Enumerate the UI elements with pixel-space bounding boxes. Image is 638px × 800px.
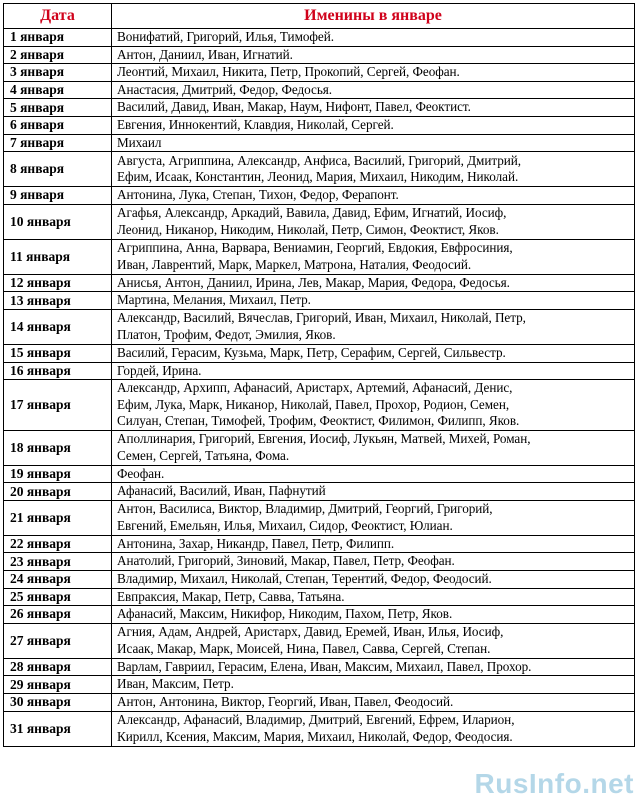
names-line: Агния, Адам, Андрей, Аристарх, Давид, Еремей, Иван, Илья, Иосиф, xyxy=(117,624,504,640)
names-line: Ефим, Исаак, Константин, Леонид, Мария, Михаил, Никодим, Николай. xyxy=(117,169,519,185)
table-row xyxy=(4,204,635,239)
table-row xyxy=(4,535,635,553)
names-cell xyxy=(112,292,635,310)
names-cell xyxy=(112,134,635,152)
names-line: Исаак, Макар, Марк, Моисей, Нина, Павел, Савва, Сергей, Степан. xyxy=(117,640,491,656)
date-cell: 30 января xyxy=(4,693,112,711)
date-cell: 29 января xyxy=(4,676,112,694)
names-line: Феофан. xyxy=(117,465,165,481)
table-row xyxy=(4,711,635,746)
date-cell: 11 января xyxy=(4,239,112,274)
names-line: Иван, Максим, Петр. xyxy=(117,676,234,692)
watermark-logo: RusInfo.net xyxy=(474,768,634,799)
date-column-header: Дата xyxy=(4,4,112,29)
names-line: Семен, Сергей, Татьяна, Фома. xyxy=(117,447,290,463)
names-cell xyxy=(112,187,635,205)
names-cell xyxy=(112,623,635,658)
names-line: Антон, Антонина, Виктор, Георгий, Иван, Павел, Феодосий. xyxy=(117,694,454,710)
date-cell: 27 января xyxy=(4,623,112,658)
date-cell: 25 января xyxy=(4,588,112,606)
names-cell xyxy=(112,693,635,711)
table-row xyxy=(4,588,635,606)
names-line: Платон, Трофим, Федот, Эмилия, Яков. xyxy=(117,326,336,342)
names-cell xyxy=(112,500,635,535)
names-line: Антон, Василиса, Виктор, Владимир, Дмитрий, Георгий, Григорий, xyxy=(117,501,493,517)
names-line: Августа, Агриппина, Александр, Анфиса, Василий, Григорий, Дмитрий, xyxy=(117,152,522,168)
names-line: Владимир, Михаил, Николай, Степан, Терентий, Федор, Феодосий. xyxy=(117,571,492,587)
date-cell: 4 января xyxy=(4,81,112,99)
names-line: Евгения, Иннокентий, Клавдия, Николай, Сергей. xyxy=(117,117,394,133)
names-cell xyxy=(112,99,635,117)
names-cell xyxy=(112,152,635,187)
table-row xyxy=(4,134,635,152)
table-row xyxy=(4,658,635,676)
table-row xyxy=(4,676,635,694)
table-row xyxy=(4,693,635,711)
date-cell: 6 января xyxy=(4,116,112,134)
table-body xyxy=(4,29,635,747)
names-line: Александр, Архипп, Афанасий, Аристарх, Артемий, Афанасий, Денис, xyxy=(117,380,513,396)
names-cell xyxy=(112,309,635,344)
date-cell: 9 января xyxy=(4,187,112,205)
names-line: Ефим, Лука, Марк, Никанор, Николай, Павел, Прохор, Родион, Семен, xyxy=(117,396,510,412)
names-line: Кирилл, Ксения, Максим, Мария, Михаил, Николай, Федор, Феодосия. xyxy=(117,728,513,744)
table-row xyxy=(4,465,635,483)
names-line: Афанасий, Максим, Никифор, Никодим, Пахом, Петр, Яков. xyxy=(117,606,453,622)
table-row xyxy=(4,99,635,117)
date-cell: 21 января xyxy=(4,500,112,535)
names-line: Гордей, Ирина. xyxy=(117,362,202,378)
table-row xyxy=(4,46,635,64)
names-line: Анатолий, Григорий, Зиновий, Макар, Павел, Петр, Феофан. xyxy=(117,553,455,569)
names-cell xyxy=(112,362,635,380)
names-line: Леонид, Никанор, Никодим, Николай, Петр, Симон, Феоктист, Яков. xyxy=(117,221,499,237)
table-row xyxy=(4,553,635,571)
table-row xyxy=(4,362,635,380)
names-cell xyxy=(112,571,635,589)
names-cell xyxy=(112,483,635,501)
table-row xyxy=(4,274,635,292)
names-cell xyxy=(112,116,635,134)
names-line: Аполлинария, Григорий, Евгения, Иосиф, Лукьян, Матвей, Михей, Роман, xyxy=(117,431,531,447)
names-cell xyxy=(112,380,635,431)
table-row xyxy=(4,64,635,82)
names-cell xyxy=(112,535,635,553)
names-line: Антонина, Лука, Степан, Тихон, Федор, Ферапонт. xyxy=(117,187,399,203)
names-line: Афанасий, Василий, Иван, Пафнутий xyxy=(117,483,326,499)
names-cell xyxy=(112,711,635,746)
names-line: Агафья, Александр, Аркадий, Вавила, Давид, Ефим, Игнатий, Иосиф, xyxy=(117,205,507,221)
names-line: Александр, Василий, Вячеслав, Григорий, Иван, Михаил, Николай, Петр, xyxy=(117,310,526,326)
names-line: Евпраксия, Макар, Петр, Савва, Татьяна. xyxy=(117,588,345,604)
table-row xyxy=(4,29,635,47)
table-row xyxy=(4,571,635,589)
table-row xyxy=(4,500,635,535)
names-cell xyxy=(112,465,635,483)
names-line: Леонтий, Михаил, Никита, Петр, Прокопий, Сергей, Феофан. xyxy=(117,64,460,80)
table-row xyxy=(4,483,635,501)
names-cell xyxy=(112,239,635,274)
date-cell: 18 января xyxy=(4,430,112,465)
names-cell xyxy=(112,676,635,694)
names-line: Агриппина, Анна, Варвара, Вениамин, Георгий, Евдокия, Евфросиния, xyxy=(117,240,513,256)
table-row xyxy=(4,606,635,624)
names-line: Иван, Лаврентий, Марк, Маркел, Матрона, Наталия, Феодосий. xyxy=(117,256,472,272)
names-line: Варлам, Гавриил, Герасим, Елена, Иван, Максим, Михаил, Павел, Прохор. xyxy=(117,658,532,674)
names-line: Анисья, Антон, Даниил, Ирина, Лев, Макар, Мария, Федора, Федосья. xyxy=(117,274,510,290)
names-column-header: Именины в январе xyxy=(112,4,635,29)
date-cell: 12 января xyxy=(4,274,112,292)
names-cell xyxy=(112,588,635,606)
names-cell xyxy=(112,46,635,64)
table-row xyxy=(4,116,635,134)
names-cell xyxy=(112,606,635,624)
table-row xyxy=(4,81,635,99)
names-cell xyxy=(112,64,635,82)
date-cell: 20 января xyxy=(4,483,112,501)
table-row xyxy=(4,292,635,310)
date-cell: 17 января xyxy=(4,380,112,431)
names-line: Силуан, Степан, Тимофей, Трофим, Феоктист, Филимон, Филипп, Яков. xyxy=(117,413,520,429)
table-row xyxy=(4,344,635,362)
names-line: Антонина, Захар, Никандр, Павел, Петр, Филипп. xyxy=(117,535,395,551)
table-row xyxy=(4,309,635,344)
date-cell: 31 января xyxy=(4,711,112,746)
date-cell: 10 января xyxy=(4,204,112,239)
date-cell: 8 января xyxy=(4,152,112,187)
table-row xyxy=(4,430,635,465)
date-cell: 23 января xyxy=(4,553,112,571)
names-line: Антон, Даниил, Иван, Игнатий. xyxy=(117,46,293,62)
table-row xyxy=(4,239,635,274)
names-cell xyxy=(112,430,635,465)
date-cell: 28 января xyxy=(4,658,112,676)
date-cell: 24 января xyxy=(4,571,112,589)
names-cell xyxy=(112,274,635,292)
date-cell: 16 января xyxy=(4,362,112,380)
date-cell: 3 января xyxy=(4,64,112,82)
date-cell: 1 января xyxy=(4,29,112,47)
names-line: Василий, Давид, Иван, Макар, Наум, Нифонт, Павел, Феоктист. xyxy=(117,99,471,115)
name-days-table xyxy=(3,3,635,747)
table-row xyxy=(4,152,635,187)
names-cell xyxy=(112,81,635,99)
names-line: Михаил xyxy=(117,134,162,150)
date-cell: 14 января xyxy=(4,309,112,344)
names-cell xyxy=(112,658,635,676)
date-cell: 15 января xyxy=(4,344,112,362)
table-header xyxy=(4,4,635,29)
names-line: Евгений, Емельян, Илья, Михаил, Сидор, Феоктист, Юлиан. xyxy=(117,517,453,533)
date-cell: 22 января xyxy=(4,535,112,553)
names-line: Мартина, Мелания, Михаил, Петр. xyxy=(117,292,311,308)
names-cell xyxy=(112,344,635,362)
date-cell: 5 января xyxy=(4,99,112,117)
names-cell xyxy=(112,29,635,47)
names-line: Вонифатий, Григорий, Илья, Тимофей. xyxy=(117,29,334,45)
header-row xyxy=(4,4,635,29)
names-line: Василий, Герасим, Кузьма, Марк, Петр, Серафим, Сергей, Сильвестр. xyxy=(117,344,506,360)
table-row xyxy=(4,187,635,205)
names-cell xyxy=(112,204,635,239)
table-row xyxy=(4,380,635,431)
names-cell xyxy=(112,553,635,571)
date-cell: 13 января xyxy=(4,292,112,310)
names-line: Александр, Афанасий, Владимир, Дмитрий, Евгений, Ефрем, Иларион, xyxy=(117,712,515,728)
names-line: Анастасия, Дмитрий, Федор, Федосья. xyxy=(117,81,333,97)
date-cell: 7 января xyxy=(4,134,112,152)
date-cell: 26 января xyxy=(4,606,112,624)
date-cell: 2 января xyxy=(4,46,112,64)
date-cell: 19 января xyxy=(4,465,112,483)
table-row xyxy=(4,623,635,658)
